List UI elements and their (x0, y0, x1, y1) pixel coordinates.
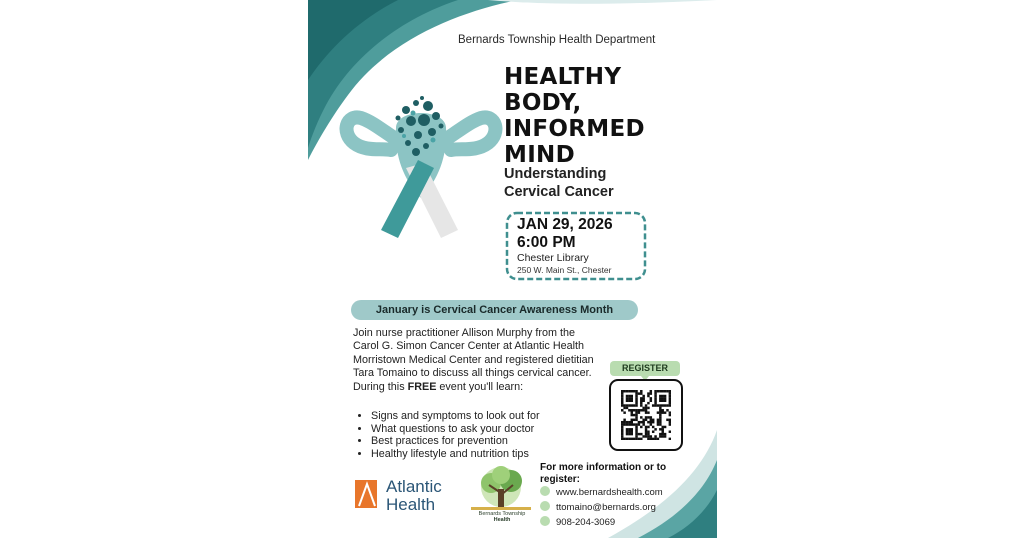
logo-text-line: Atlantic (386, 477, 442, 496)
email-icon (540, 501, 550, 511)
phone-icon (540, 516, 550, 526)
intro-text-end: event you'll learn: (436, 380, 524, 393)
register-qr-code[interactable] (609, 379, 683, 451)
contact-heading: For more information or to register: (540, 462, 667, 485)
logo-text-line: Bernards Township (478, 511, 526, 517)
event-subtitle (504, 165, 614, 201)
logo-text-line: Health (386, 495, 436, 514)
title-line: MIND (504, 142, 575, 168)
website-row (540, 487, 663, 499)
learning-points-list (353, 410, 611, 460)
free-emphasis: FREE (407, 380, 437, 393)
website-link[interactable]: www.bernardshealth.com (556, 487, 663, 498)
title-line: BODY, (504, 90, 582, 116)
awareness-banner: January is Cervical Cancer Awareness Month (351, 300, 638, 320)
globe-icon (540, 486, 550, 496)
qr-code-icon (621, 390, 671, 440)
event-venue: Chester Library (517, 252, 589, 264)
register-label: REGISTER (610, 361, 680, 376)
list-item: • Signs and symptoms to look out for (371, 410, 611, 423)
atlantic-health-logo-icon (355, 478, 381, 510)
email-row (540, 502, 656, 514)
event-title (504, 64, 645, 168)
event-details-box (504, 210, 648, 282)
phone-row (540, 517, 615, 529)
intro-paragraph (353, 327, 603, 394)
uterus-ribbon-icon (336, 88, 506, 258)
event-address: 250 W. Main St., Chester (517, 265, 612, 275)
title-line: INFORMED (504, 116, 645, 142)
event-time: 6:00 PM (517, 234, 576, 251)
event-date: JAN 29, 2026 (517, 216, 613, 233)
bernards-township-logo (468, 511, 536, 523)
atlantic-health-logo (386, 478, 442, 514)
subtitle-line: Understanding (504, 166, 607, 182)
list-item: • What questions to ask your doctor (371, 423, 611, 436)
event-flyer (308, 0, 717, 538)
intro-text: Join nurse practitioner Allison Murphy from the Carol G. Simon Cancer Center at Atlantic Health Morristown Medical Center and registered dietitian Tara Tomaino to discuss all things cervical cancer. During this (353, 327, 594, 393)
list-item: • Healthy lifestyle and nutrition tips (371, 448, 611, 461)
logo-text-line: Health (493, 517, 511, 523)
title-line: HEALTHY (504, 64, 622, 90)
subtitle-line: Cervical Cancer (504, 184, 614, 200)
department-name: Bernards Township Health Department (458, 34, 656, 46)
phone-number[interactable]: 908-204-3069 (556, 517, 616, 528)
list-item: • Best practices for prevention (371, 435, 611, 448)
email-link[interactable]: ttomaino@bernards.org (556, 502, 656, 513)
